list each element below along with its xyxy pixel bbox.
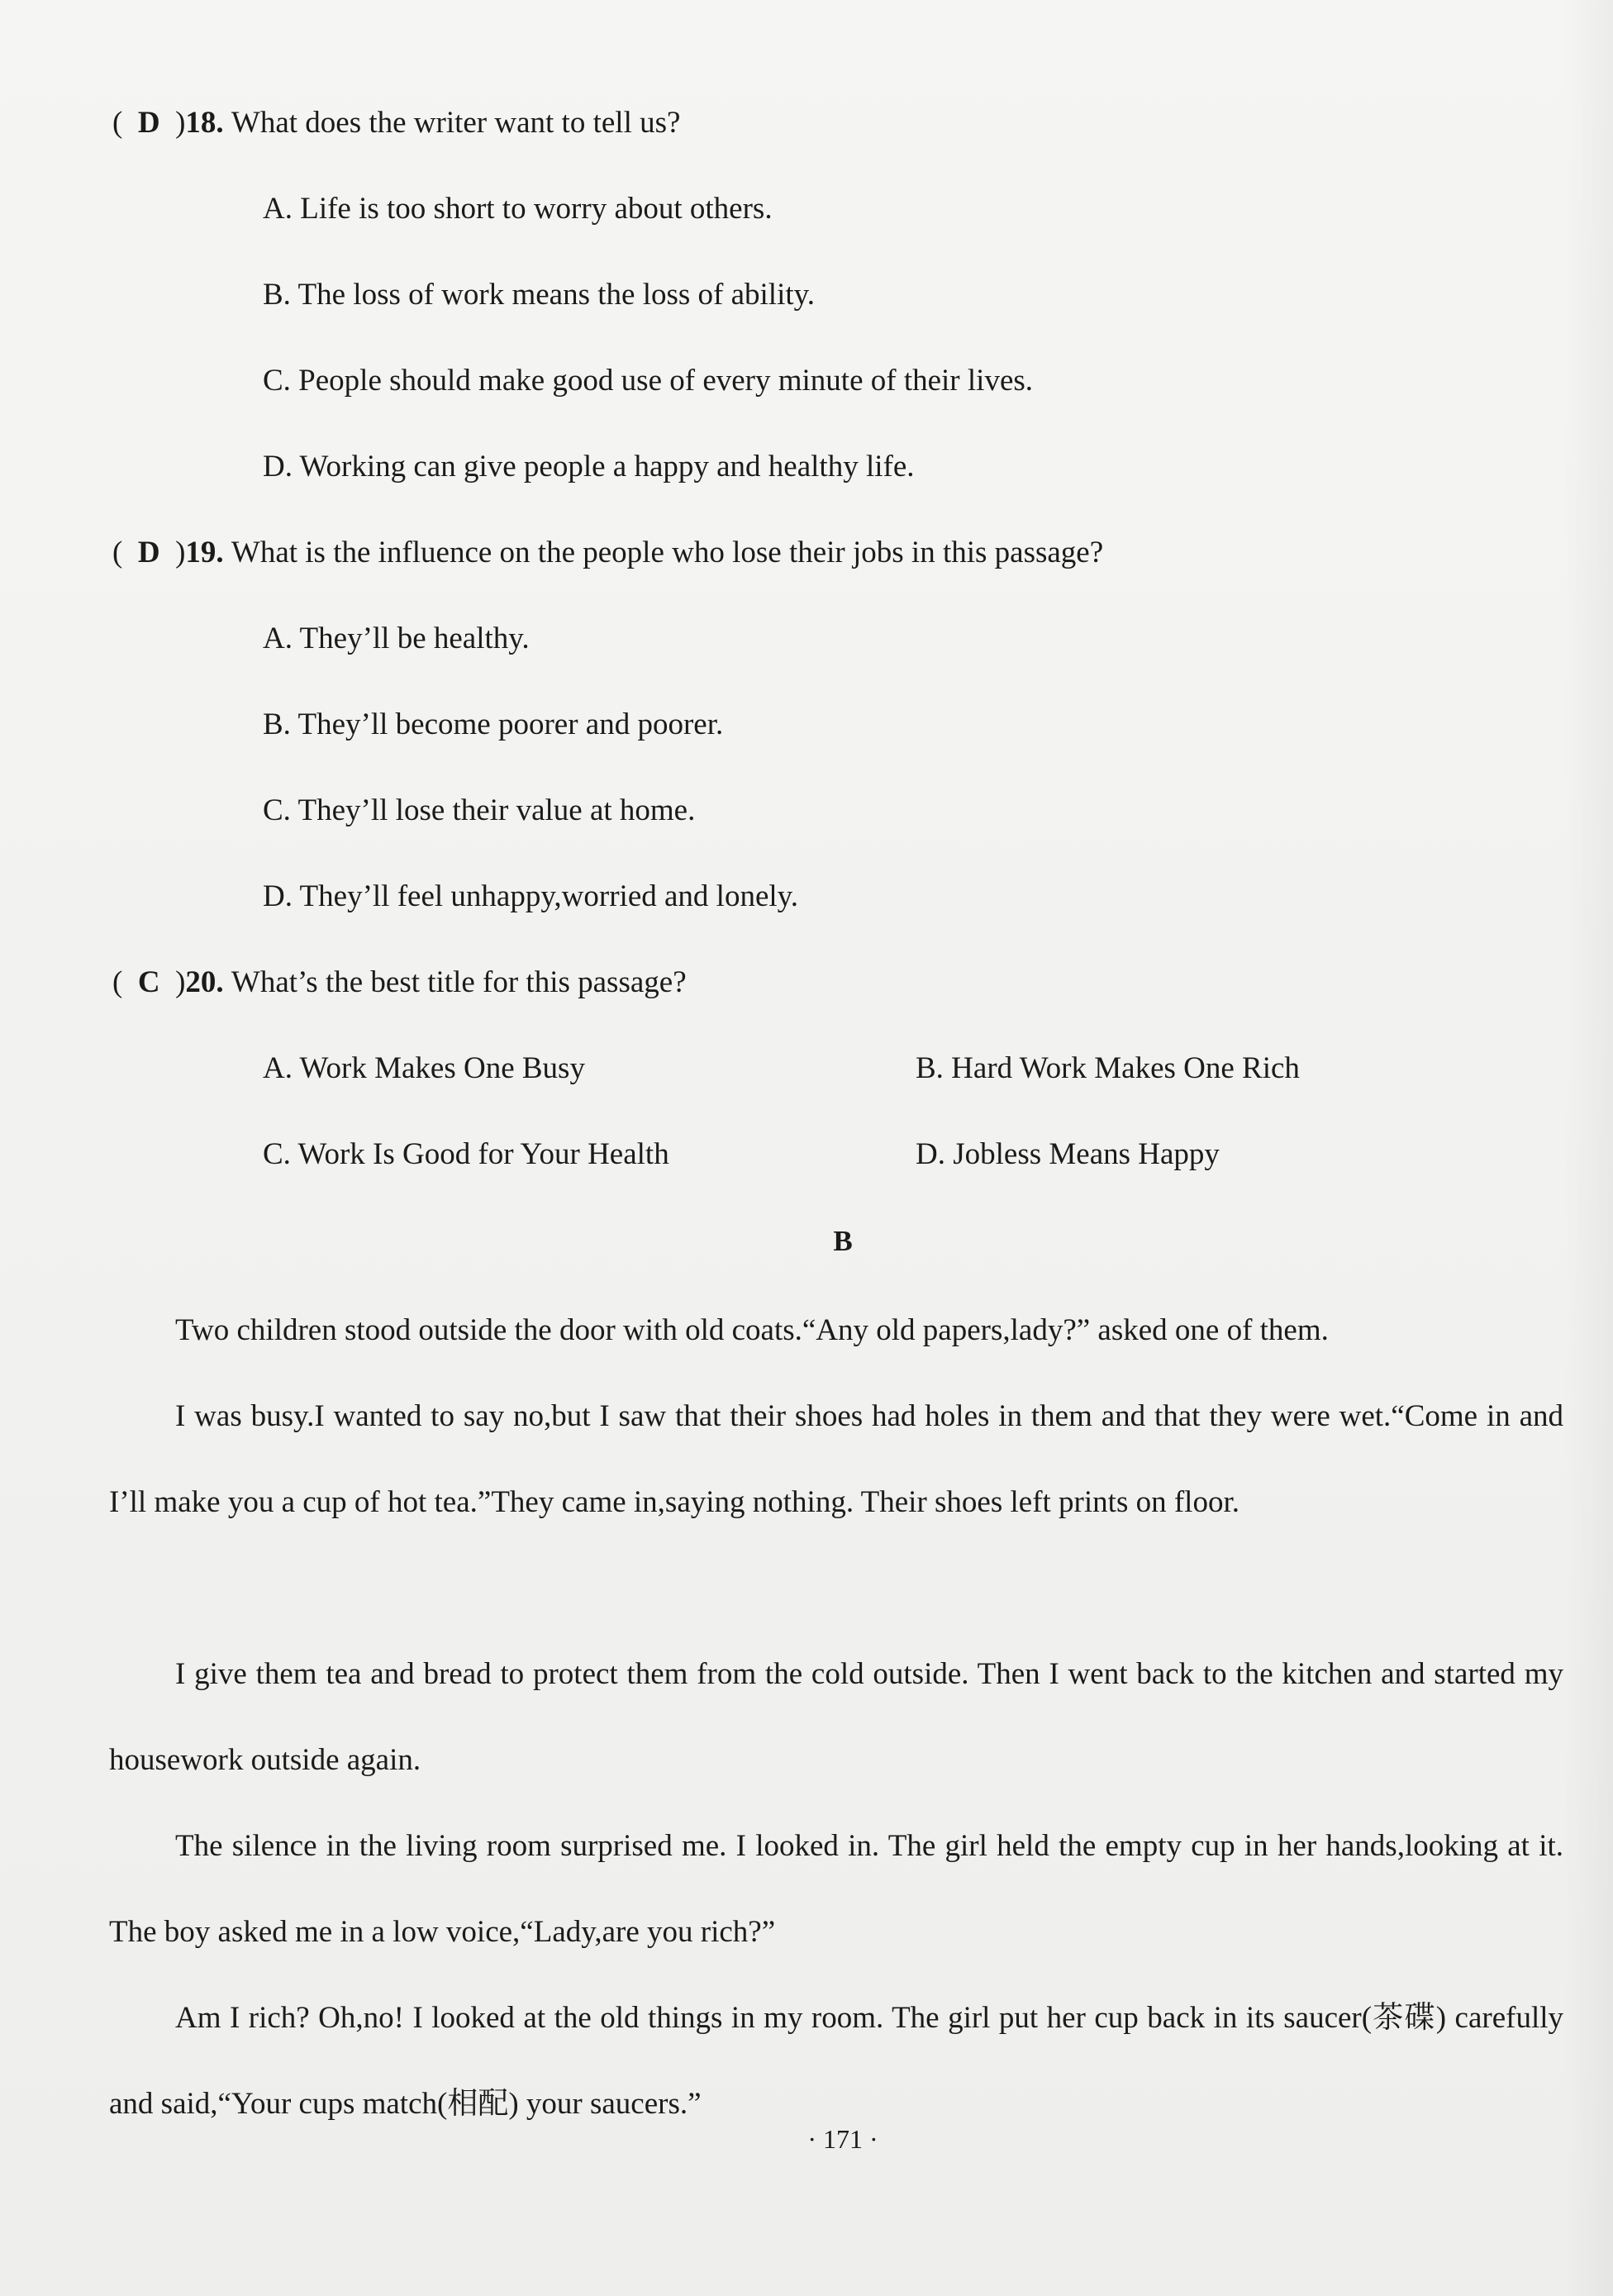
question-19: ( D )19. What is the influence on the people who lose their jobs in this passage? [112, 536, 1104, 569]
option-c: C. Work Is Good for Your Health [263, 1137, 669, 1171]
question-prompt: What’s the best title for this passage? [231, 965, 687, 999]
question-18: ( D )18. What does the writer want to tell us? [112, 106, 681, 140]
answer-mark: D [137, 106, 160, 140]
answer-mark: D [137, 536, 160, 569]
page-edge-shadow [1563, 0, 1613, 2296]
question-prompt: What does the writer want to tell us? [231, 106, 681, 140]
option-d: D. They’ll feel unhappy,worried and lonely. [263, 879, 798, 913]
option-b: B. Hard Work Makes One Rich [916, 1051, 1300, 1085]
option-a: A. They’ll be healthy. [263, 622, 530, 655]
question-number: 18. [185, 106, 224, 140]
option-c: C. They’ll lose their value at home. [263, 793, 696, 827]
answer-mark: C [137, 965, 160, 999]
passage-paragraph: Am I rich? Oh,no! I looked at the old things in my room. The girl put her cup back in its saucer(茶碟) carefully and said,“Your cups match(相配) your saucers.” [109, 2001, 1563, 2121]
question-number: 20. [185, 965, 224, 999]
passage-paragraph: The silence in the living room surprised me. I looked in. The girl held the empty cup in her hands,looking at it. The boy asked me in a low voice,“Lady,are you rich?” [109, 1829, 1563, 1949]
option-d: D. Jobless Means Happy [916, 1137, 1220, 1171]
section-heading: B [833, 1225, 853, 1257]
passage-paragraph: I was busy.I wanted to say no,but I saw that their shoes had holes in them and that they were wet.“Come in and I’ll make you a cup of hot tea.”They came in,saying nothing. Their shoes left prints on floor. [109, 1399, 1563, 1519]
passage-paragraph: Two children stood outside the door with old coats.“Any old papers,lady?” asked one of them. [175, 1313, 1329, 1347]
option-b: B. The loss of work means the loss of ability. [263, 278, 815, 312]
option-d: D. Working can give people a happy and healthy life. [263, 450, 915, 483]
question-20: ( C )20. What’s the best title for this passage? [112, 965, 687, 999]
option-a: A. Life is too short to worry about others. [263, 192, 773, 226]
option-c: C. People should make good use of every minute of their lives. [263, 364, 1034, 398]
page-number: · 171 · [807, 2124, 878, 2154]
question-prompt: What is the influence on the people who lose their jobs in this passage? [231, 536, 1104, 569]
option-b: B. They’ll become poorer and poorer. [263, 707, 724, 741]
passage-paragraph: I give them tea and bread to protect them from the cold outside. Then I went back to the kitchen and started my housework outside again. [109, 1657, 1563, 1777]
option-a: A. Work Makes One Busy [263, 1051, 585, 1085]
question-number: 19. [185, 536, 224, 569]
